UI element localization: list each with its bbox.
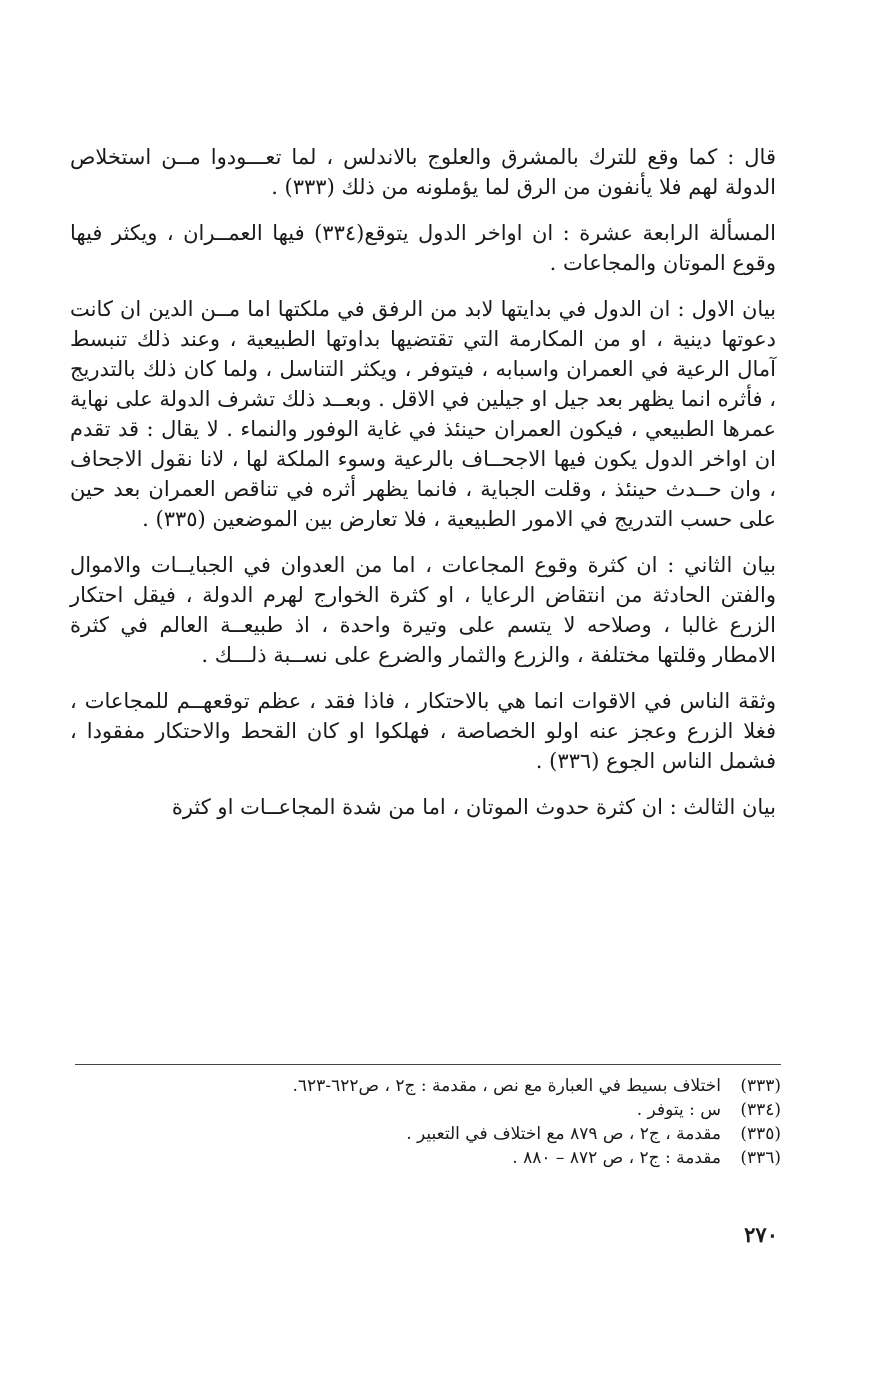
footnote-number: (٣٣٦) <box>740 1148 781 1168</box>
footnote-number: (٣٣٤) <box>740 1100 781 1120</box>
paragraph-4: بيان الثاني : ان كثرة وقوع المجاعات ، اما من العدوان في الجبايــات والاموال والفتن الحادثة من انتقاض الرعايا ، او كثرة الخوارج لهرم الدولة ، فيقل احتكار الزرع غالبا ، وصلاحه لا يتسم على وتيرة واحدة ، اذ طبيعــة العالم في كثرة الامطار وقلتها مختلفة ، والزرع والثمار والضرع على نســبة ذلـــك . <box>70 553 776 667</box>
footnotes <box>75 1074 781 1170</box>
footnote-text: س : يتوفر . <box>636 1100 721 1120</box>
footnote-number: (٣٣٣) <box>740 1076 781 1096</box>
page-number: ٢٧٠ <box>744 1222 778 1247</box>
footnote <box>75 1122 781 1146</box>
paragraph-5: وثقة الناس في الاقوات انما هي بالاحتكار ، فاذا فقد ، عظم توقعهــم للمجاعات ، فغلا الزرع وعجز عنه اولو الخصاصة ، فهلكوا او كان القحط والاحتكار مفقودا ، فشمل الناس الجوع (٣٣٦) . <box>70 689 776 773</box>
body-text <box>70 142 776 838</box>
footnote <box>75 1146 781 1170</box>
footnote <box>75 1098 781 1122</box>
footnote-text: مقدمة ، ج٢ ، ص ٨٧٩ مع اختلاف في التعبير . <box>406 1124 721 1144</box>
footnote-text: اختلاف بسيط في العبارة مع نص ، مقدمة : ج٢ ، ص٦٢٢-٦٢٣. <box>292 1076 721 1096</box>
footnote-number: (٣٣٥) <box>740 1124 781 1144</box>
paragraph-2: المسألة الرابعة عشرة : ان اواخر الدول يتوقع(٣٣٤) فيها العمــران ، ويكثر فيها وقوع الموتان والمجاعات . <box>70 221 776 275</box>
footnote <box>75 1074 781 1098</box>
footnote-divider <box>75 1064 781 1065</box>
paragraph-1: قال : كما وقع للترك بالمشرق والعلوج بالاندلس ، لما تعـــودوا مــن استخلاص الدولة لهم فلا يأنفون من الرق لما يؤملونه من ذلك (٣٣٣) . <box>70 145 776 199</box>
footnote-text: مقدمة : ج٢ ، ص ٨٧٢ – ٨٨٠ . <box>512 1148 721 1168</box>
paragraph-3: بيان الاول : ان الدول في بدايتها لابد من الرفق في ملكتها اما مــن الدين ان كانت دعوتها دينية ، او من المكارمة التي تقتضيها بداوتها الطبيعية ، وعند ذلك تنبسط آمال الرعية في العمران واسبابه ، فيتوفر ، ويكثر التناسل ، ولما كان ذلك بالتدريج ، فأثره انما يظهر بعد جيل او جيلين في الاقل . وبعــد ذلك تشرف الدولة على نهاية عمرها الطبيعي ، فيكون العمران حينئذ في غاية الوفور والنماء . لا يقال : قد تقدم ان اواخر الدول يكون فيها الاجحــاف بالرعية وسوء الملكة لها ، لانا نقول الاجحاف ، وان حــدث حينئذ ، وقلت الجباية ، فانما يظهر أثره في تناقص العمران بعد حين على حسب التدريج في الامور الطبيعية ، فلا تعارض بين الموضعين (٣٣٥) . <box>70 297 776 531</box>
paragraph-6: بيان الثالث : ان كثرة حدوث الموتان ، اما من شدة المجاعــات او كثرة <box>171 795 776 819</box>
